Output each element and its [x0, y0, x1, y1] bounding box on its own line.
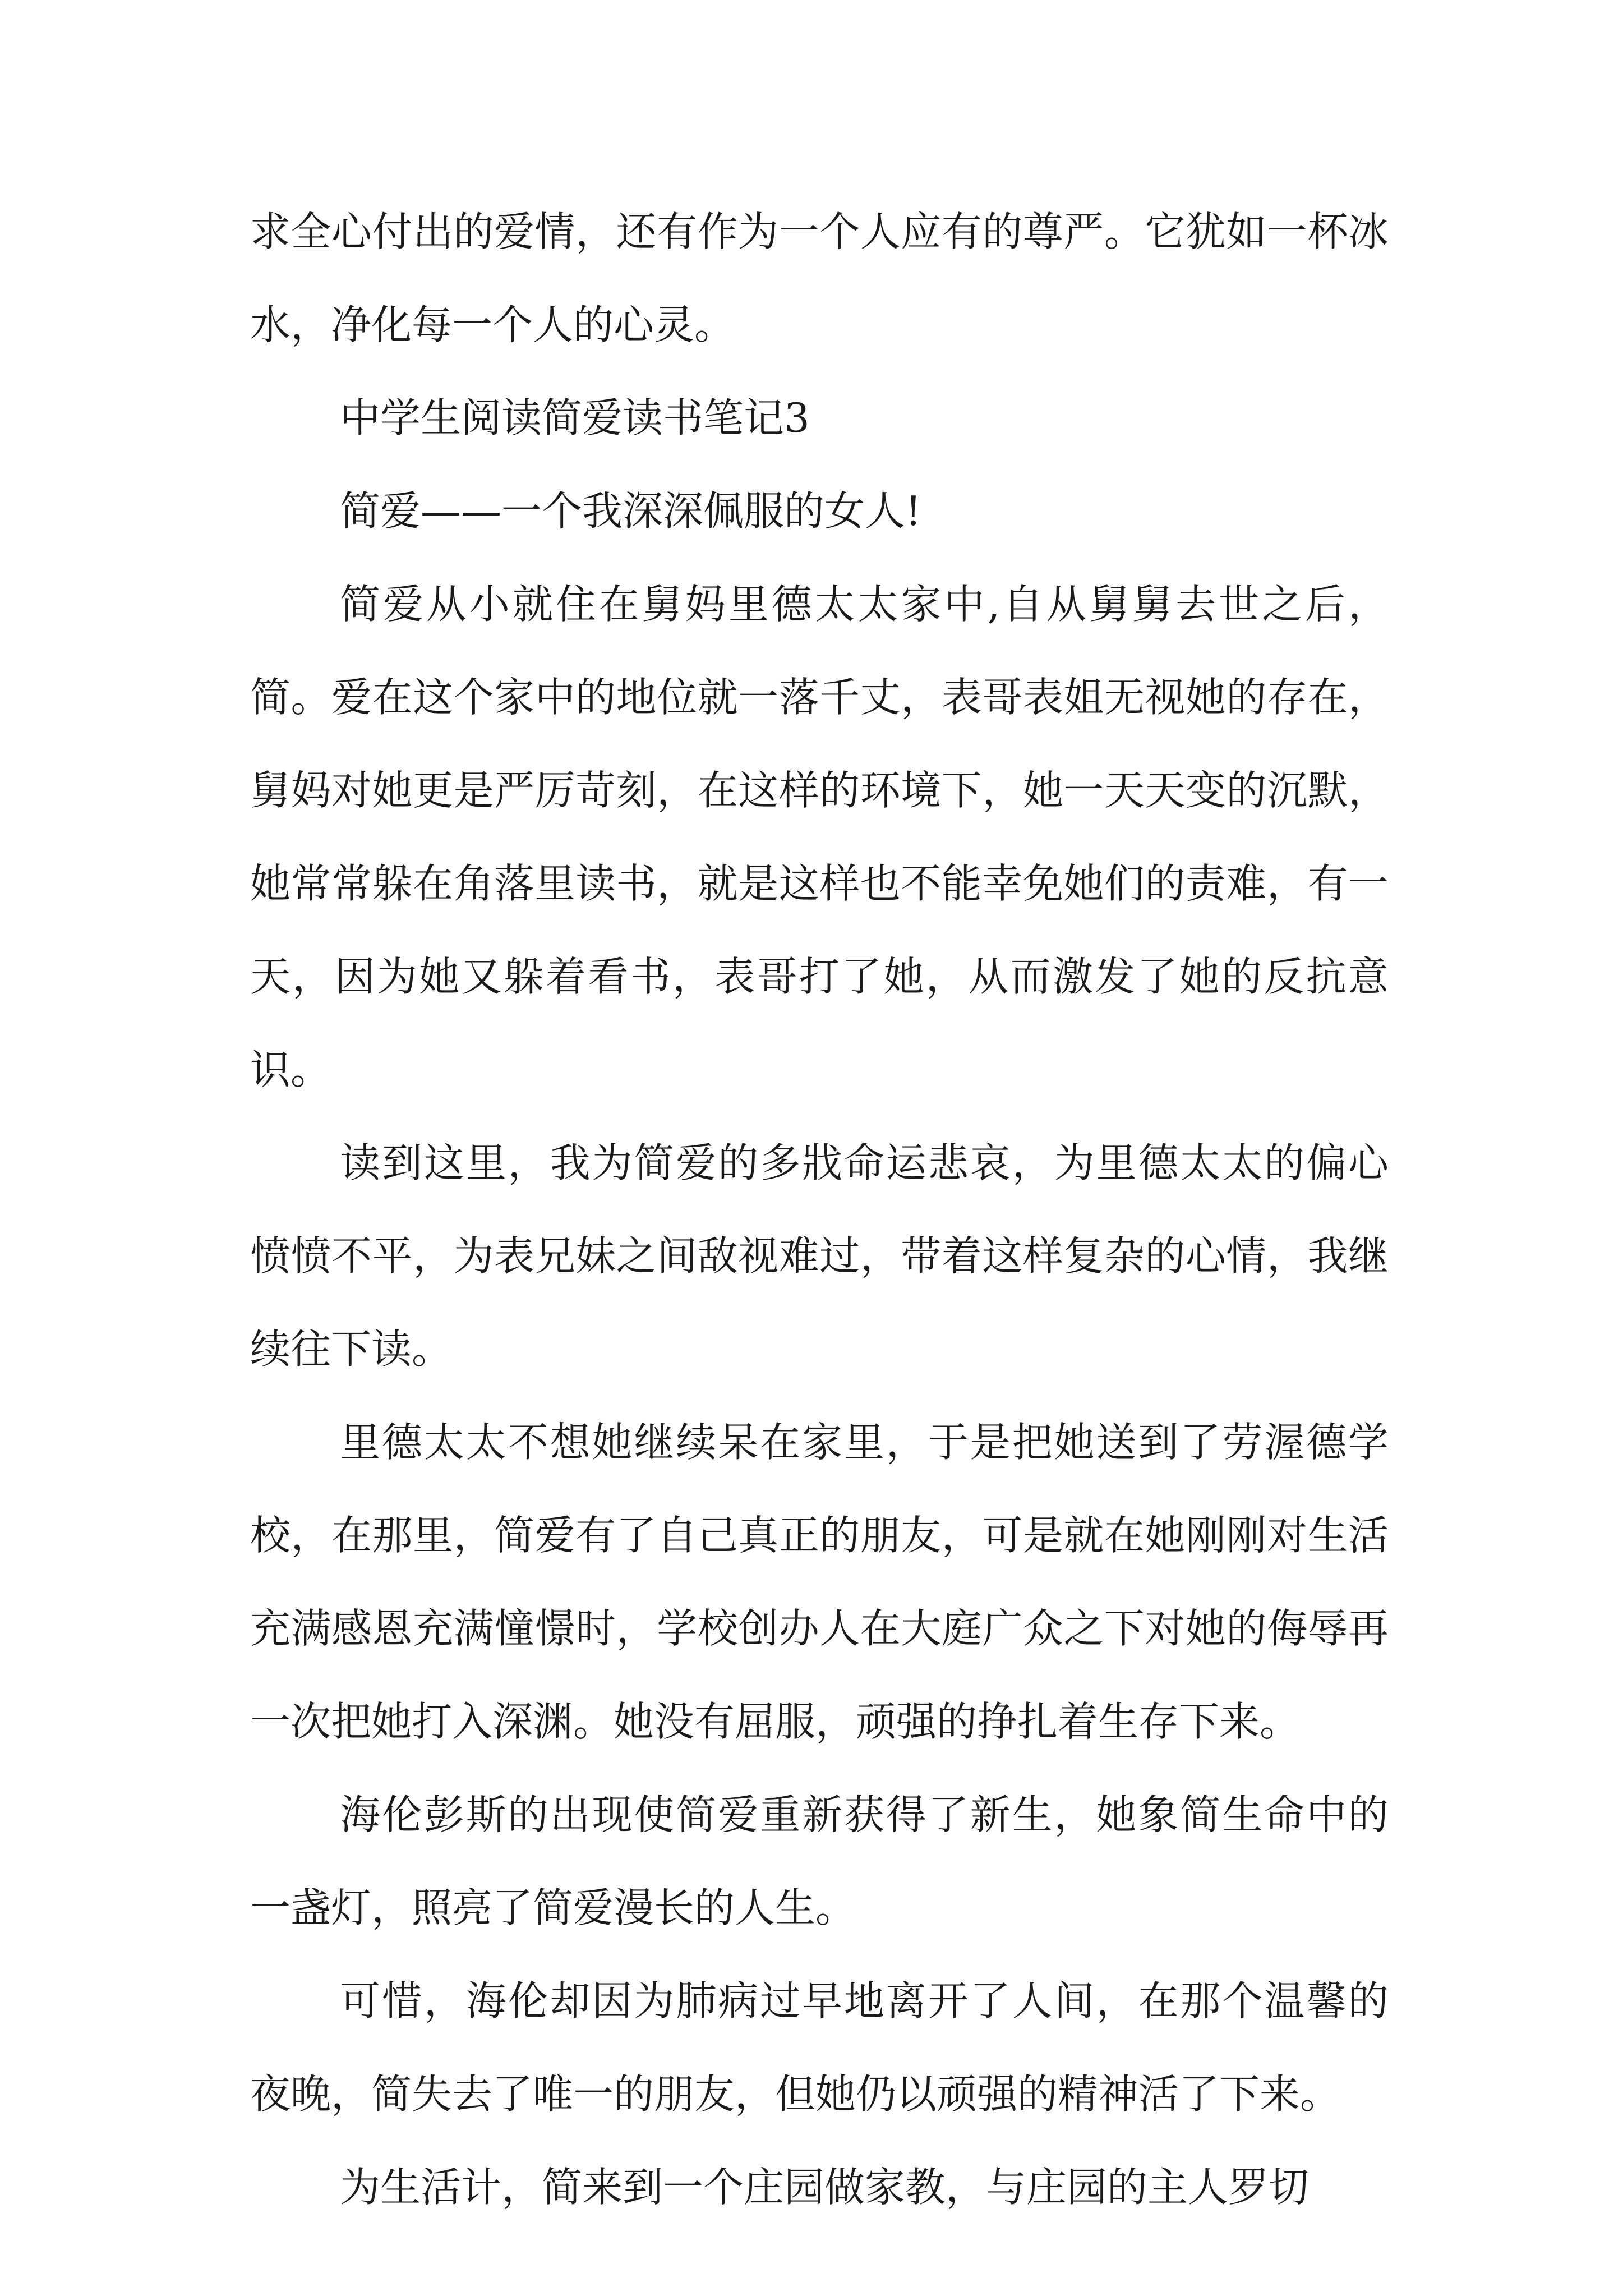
section-heading: 中学生阅读简爱读书笔记3 [340, 394, 810, 441]
paragraph: 里德太太不想她继续呆在家里，于是把她送到了劳渥德学校，在那里，简爱有了自己真正的朋友，可是就在她刚刚对生活充满感恩充满憧憬时，学校创办人在大庭广众之下对她的侮辱再一次把她打入深渊。她没有屈服，顽强的挣扎着生存下来。 [250, 1419, 1389, 1745]
paragraph: 简爱从小就住在舅妈里德太太家中,自从舅舅去世之后，简。爱在这个家中的地位就一落千丈，表哥表姐无视她的存在，舅妈对她更是严厉苛刻，在这样的环境下，她一天天变的沉默，她常常躲在角落里读书，就是这样也不能幸免她们的责难，有一天，因为她又躲着看书，表哥打了她，从而激发了她的反抗意识。 [250, 581, 1389, 1093]
paragraph: 读到这里，我为简爱的多戕命运悲哀，为里德太太的偏心愤愤不平，为表兄妹之间敌视难过，带着这样复杂的心情，我继续往下读。 [250, 1139, 1389, 1373]
document-body [250, 185, 1389, 2234]
paragraph: 海伦彭斯的出现使简爱重新获得了新生，她象简生命中的一盏灯，照亮了简爱漫长的人生。 [250, 1791, 1389, 1931]
paragraph-continuation: 求全心付出的爱情，还有作为一个人应有的尊严。它犹如一杯冰水，净化每一个人的心灵。 [250, 208, 1389, 348]
essay-title: 简爱——一个我深深佩服的女人! [340, 487, 921, 535]
paragraph: 为生活计，简来到一个庄园做家教，与庄园的主人罗切 [340, 2164, 1310, 2211]
paragraph: 可惜，海伦却因为肺病过早地离开了人间，在那个温馨的夜晚，简失去了唯一的朋友，但她仍以顽强的精神活了下来。 [250, 1977, 1389, 2118]
